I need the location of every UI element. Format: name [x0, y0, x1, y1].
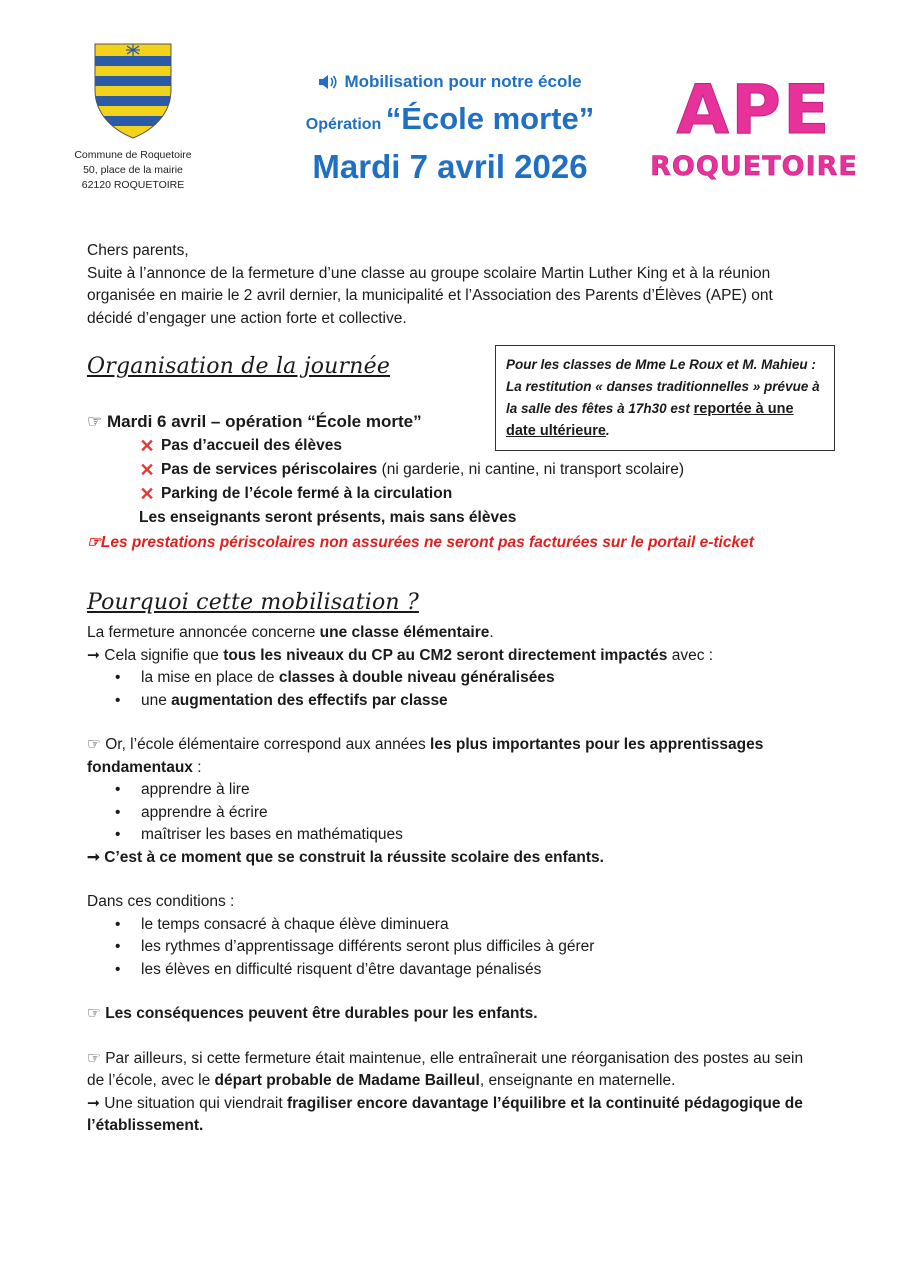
- billing-note: Les prestations périscolaires non assurées ne seront pas facturées sur le portail e-ticket: [100, 534, 754, 551]
- commune-crest-logo: [93, 42, 173, 140]
- cross-icon: ✕: [139, 436, 155, 456]
- why-line: La fermeture annoncée concerne une classe élémentaire.: [87, 624, 494, 641]
- teachers-note: Les enseignants seront présents, mais sans élèves: [139, 509, 517, 526]
- list-item: • apprendre à lire: [115, 779, 822, 802]
- list-item: • une augmentation des effectifs par classe: [115, 690, 822, 713]
- organisation-title: Organisation de la journée: [87, 354, 391, 379]
- arrow-icon: ➞: [87, 1094, 105, 1112]
- header-title-block: [270, 72, 630, 188]
- why-line: Dans ces conditions :: [87, 893, 235, 910]
- list-item: • les élèves en difficulté risquent d’être davantage pénalisés: [115, 959, 822, 982]
- speaker-icon: [318, 74, 338, 90]
- item-bold: Pas de services périscolaires: [161, 461, 378, 478]
- arrow-icon: ➞: [87, 848, 105, 866]
- svg-text:APE: APE: [676, 75, 832, 150]
- cross-icon: ✕: [139, 484, 155, 504]
- operation-name: “École morte”: [385, 101, 595, 136]
- commune-line: 62120 ROQUETOIRE: [81, 179, 185, 191]
- list-item: • la mise en place de classes à double niveau généralisées: [115, 667, 822, 690]
- why-line: ➞ Cela signifie que tous les niveaux du CP au CM2 seront directement impactés avec :: [87, 646, 714, 664]
- why-section: [87, 570, 822, 1138]
- why-title: Pourquoi cette mobilisation ?: [87, 590, 419, 615]
- list-item: • maîtriser les bases en mathématiques: [115, 824, 822, 847]
- item-bold: Parking de l’école fermé à la circulation: [161, 485, 453, 502]
- svg-text:ROQUETOIRE: ROQUETOIRE: [650, 151, 858, 182]
- operation-label: Opération: [305, 116, 382, 133]
- commune-line: 50, place de la mairie: [83, 164, 183, 176]
- cross-icon: ✕: [139, 460, 155, 480]
- why-line: ➞ Une situation qui viendrait fragiliser encore davantage l’équilibre et la continuité pédagogique de l’établissement.: [87, 1094, 803, 1134]
- pointing-hand-icon: ☞: [87, 1049, 106, 1067]
- list-item: • apprendre à écrire: [115, 802, 822, 825]
- pointing-hand-icon: ☞: [87, 1005, 106, 1022]
- fundamentals-list: [87, 779, 822, 847]
- list-item: • les rythmes d’apprentissage différents seront plus difficiles à gérer: [115, 936, 822, 959]
- mobilisation-line: [270, 72, 630, 92]
- pointing-hand-icon: ☞: [87, 736, 106, 753]
- why-line: ☞ Or, l’école élémentaire correspond aux années les plus importantes pour les apprentissages fondamentaux :: [87, 736, 764, 776]
- mobilisation-text: Mobilisation pour notre école: [344, 72, 582, 91]
- conditions-list: [87, 914, 822, 982]
- item-bold: Pas d’accueil des élèves: [161, 437, 342, 454]
- commune-line: Commune de Roquetoire: [74, 149, 192, 161]
- billing-note-line: [87, 530, 822, 556]
- pointing-hand-icon: ☞: [87, 534, 101, 551]
- operation-line: [270, 100, 630, 144]
- list-item: [87, 458, 822, 482]
- event-date: Mardi 7 avril 2026: [312, 148, 588, 185]
- arrow-icon: ➞: [87, 646, 105, 664]
- item-rest: (ni garderie, ni cantine, ni transport scolaire): [377, 461, 684, 478]
- intro-paragraph: Suite à l’annonce de la fermeture d’une classe au groupe scolaire Martin Luther King et à la réunion organisée en mairie le 2 avril dernier, la municipalité et l’Association des Parents d’Élèves (APE) ont décidé d’engager une action forte et collective.: [87, 264, 773, 327]
- ape-roquetoire-logo: [643, 75, 865, 185]
- list-item: [87, 482, 822, 506]
- postponement-notice: [495, 345, 835, 451]
- day-heading: Mardi 6 avril – opération “École morte”: [106, 412, 422, 431]
- why-line: ➞ C’est à ce moment que se construit la réussite scolaire des enfants.: [87, 848, 604, 866]
- commune-address: [60, 148, 206, 193]
- list-item: • le temps consacré à chaque élève diminuera: [115, 914, 822, 937]
- greeting: Chers parents,: [87, 242, 189, 259]
- pointing-hand-icon: ☞: [87, 412, 103, 431]
- notice-end: .: [605, 423, 610, 438]
- intro: [87, 240, 822, 330]
- impacts-list: [87, 667, 822, 712]
- notice-postponed: reportée à une date ultérieure: [506, 401, 794, 439]
- why-line: ☞ Les conséquences peuvent être durables pour les enfants.: [87, 1005, 538, 1022]
- notice-text: Pour les classes de Mme Le Roux et M. Mahieu : La restitution « danses traditionnelles » prévue à la salle des fêtes à 17h30 est: [506, 357, 820, 416]
- why-line: ☞ Par ailleurs, si cette fermeture était maintenue, elle entraînerait une réorganisation des postes au sein de l’école, avec le départ probable de Madame Bailleul, enseignante en maternelle.: [87, 1049, 804, 1089]
